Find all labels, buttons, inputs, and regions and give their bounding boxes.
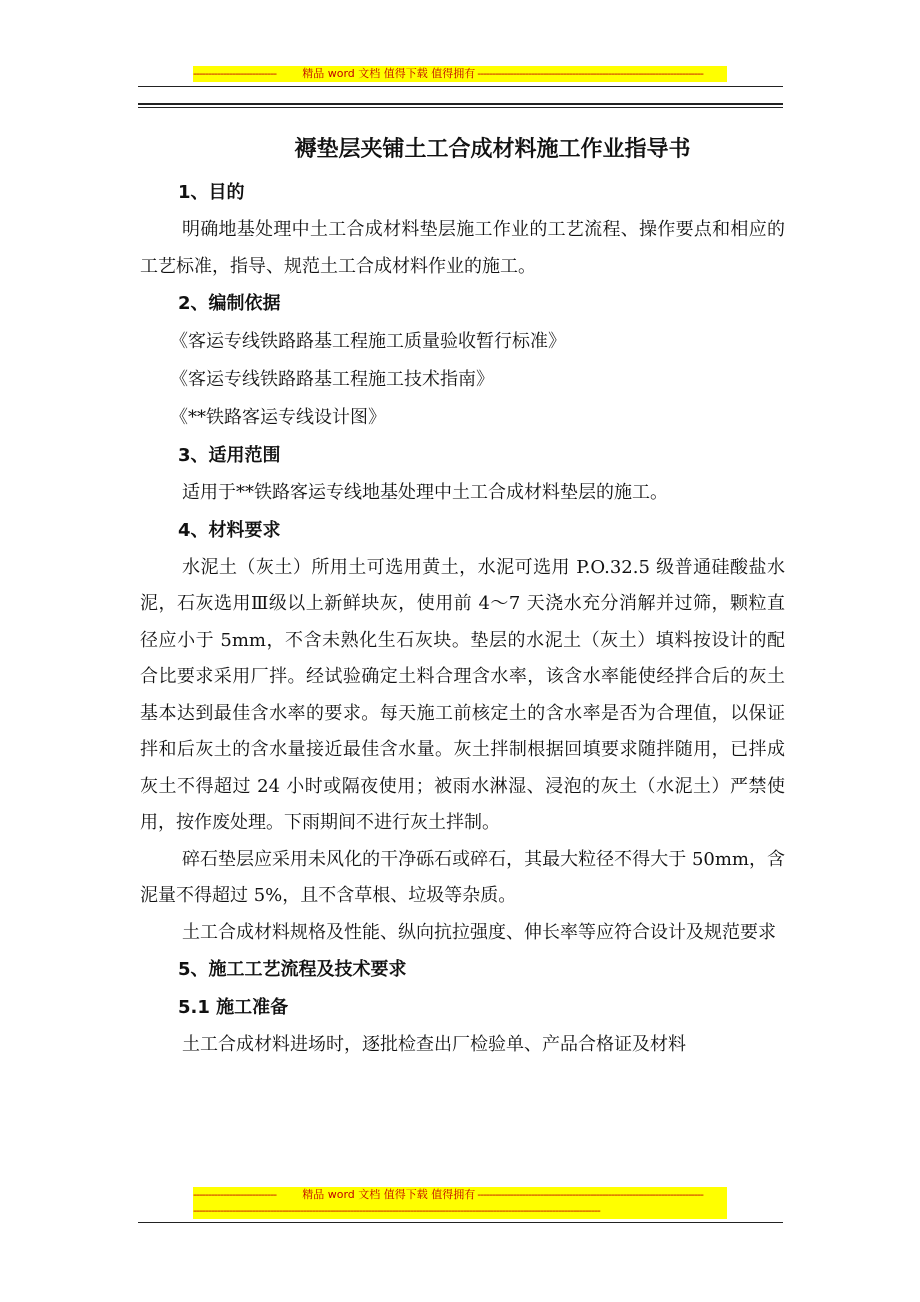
paragraph: 土工合成材料进场时，逐批检查出厂检验单、产品合格证及材料 bbox=[182, 1034, 686, 1055]
footer-banner bbox=[193, 1187, 727, 1219]
document-title: 褥垫层夹铺土工合成材料施工作业指导书 bbox=[294, 137, 691, 162]
header-banner bbox=[193, 66, 727, 82]
paragraph: 适用于**铁路客运专线地基处理中土工合成材料垫层的施工。 bbox=[182, 482, 668, 503]
footer-rule bbox=[138, 1222, 783, 1223]
subsection-heading-5-1: 5.1 施工准备 bbox=[178, 997, 289, 1018]
header-rule-thin-2 bbox=[138, 107, 783, 108]
banner-dashes-left: ---------------------------- bbox=[193, 67, 277, 80]
reference-item: 《客运专线铁路路基工程施工技术指南》 bbox=[170, 369, 494, 390]
section-heading-2: 2、编制依据 bbox=[178, 293, 281, 314]
banner-dashes-right: ---------------------------------------------------------------------------- bbox=[477, 1188, 703, 1201]
paragraph: 土工合成材料规格及性能、纵向抗拉强度、伸长率等应符合设计及规范要求 bbox=[182, 921, 776, 943]
banner-text: 精品 word 文档 值得下载 值得拥有 bbox=[302, 1188, 476, 1201]
document-body bbox=[140, 126, 785, 1064]
banner-dashes-right: ---------------------------------------------------------------------------- bbox=[477, 67, 703, 80]
banner-dashes-full: ----------------------------------------------------------------------------------------------------------------------------------------- bbox=[193, 1204, 600, 1217]
banner-text: 精品 word 文档 值得下载 值得拥有 bbox=[302, 67, 476, 80]
section-heading-3: 3、适用范围 bbox=[178, 445, 281, 466]
section-heading-4: 4、材料要求 bbox=[178, 519, 281, 541]
header-rule-thin bbox=[138, 86, 783, 87]
paragraph: 水泥土（灰土）所用土可选用黄土，水泥可选用 P.O.32.5 级普通硅酸盐水泥，石灰选用Ⅲ级以上新鲜块灰，使用前 4～7 天浇水充分消解并过筛，颗粒直径应小于 5mm，不含未熟化生石灰块。垫层的水泥土（灰土）填料按设计的配合比要求采用厂拌。经试验确定土料合理含水率，该含水率能使经拌合后的灰土基本达到最佳含水率的要求。每天施工前核定土的含水率是否为合理值，以保证拌和后灰土的含水量接近最佳含水量。灰土拌制根据回填要求随拌随用，已拌成灰土不得超过 24 小时或隔夜使用；被雨水淋湿、浸泡的灰土（水泥土）严禁使用，按作废处理。下雨期间不进行灰土拌制。 bbox=[140, 556, 785, 833]
banner-dashes-left: ---------------------------- bbox=[193, 1188, 277, 1201]
paragraph: 明确地基处理中土工合成材料垫层施工作业的工艺流程、操作要点和相应的工艺标准，指导、规范土工合成材料作业的施工。 bbox=[140, 219, 785, 277]
paragraph: 碎石垫层应采用未风化的干净砾石或碎石，其最大粒径不得大于 50mm，含泥量不得超过 5%，且不含草根、垃圾等杂质。 bbox=[140, 848, 785, 906]
section-heading-1: 1、目的 bbox=[178, 182, 245, 203]
header-rule-thick bbox=[138, 103, 783, 105]
reference-item: 《客运专线铁路路基工程施工质量验收暂行标准》 bbox=[170, 331, 566, 352]
reference-item: 《**铁路客运专线设计图》 bbox=[170, 407, 386, 428]
section-heading-5: 5、施工工艺流程及技术要求 bbox=[178, 959, 407, 980]
